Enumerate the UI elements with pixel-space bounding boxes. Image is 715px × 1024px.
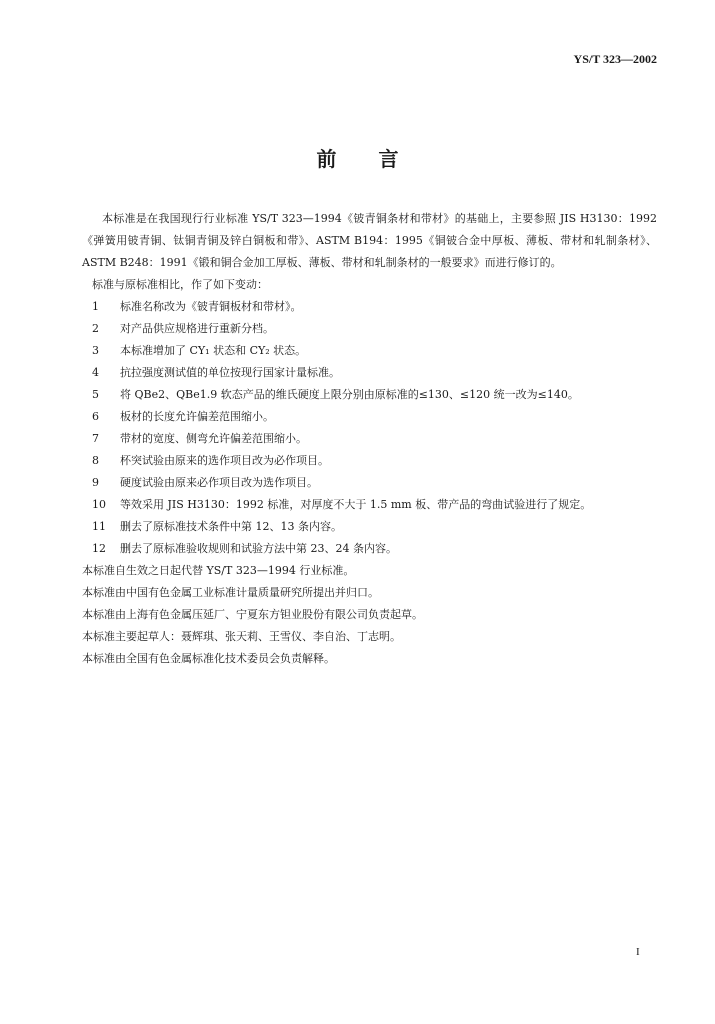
change-text: 抗拉强度测试值的单位按现行国家计量标准。 — [120, 366, 340, 379]
change-number: 10 — [92, 498, 106, 511]
change-item — [82, 516, 657, 538]
change-text: 板材的长度允许偏差范围缩小。 — [120, 410, 274, 423]
change-number: 6 — [92, 410, 99, 423]
document-body — [82, 208, 657, 670]
intro-paragraph: 本标准是在我国现行行业标准 YS/T 323—1994《铍青铜条材和带材》的基础上，主要参照 JIS H3130：1992《弹簧用铍青铜、钛铜青铜及锌白铜板和带》、ASTM B194：1995《铜铍合金中厚板、薄板、带材和轧制条材》、ASTM B248：1991《锻和铜合金加工厚板、薄板、带材和轧制条材的一般要求》而进行修订的。 — [82, 212, 657, 269]
change-text: 等效采用 JIS H3130：1992 标准，对厚度不大于 1.5 mm 板、带产品的弯曲试验进行了规定。 — [120, 498, 592, 511]
closing-line: 本标准由中国有色金属工业标准计量质量研究所提出并归口。 — [82, 586, 379, 599]
change-number: 1 — [92, 300, 99, 313]
change-number: 9 — [92, 476, 99, 489]
change-number: 3 — [92, 344, 99, 357]
change-text: 杯突试验由原来的选作项目改为必作项目。 — [120, 454, 329, 467]
change-number: 2 — [92, 322, 99, 335]
change-number: 8 — [92, 454, 99, 467]
changes-intro: 标准与原标准相比，作了如下变动： — [92, 278, 268, 291]
change-text: 删去了原标准验收规则和试验方法中第 23、24 条内容。 — [120, 542, 397, 555]
change-text: 带材的宽度、侧弯允许偏差范围缩小。 — [120, 432, 307, 445]
change-item — [82, 450, 657, 472]
change-item — [82, 428, 657, 450]
change-text: 标准名称改为《铍青铜板材和带材》。 — [120, 300, 302, 313]
closing-line: 本标准由上海有色金属压延厂、宁夏东方钽业股份有限公司负责起草。 — [82, 608, 423, 621]
closing-line: 本标准自生效之日起代替 YS/T 323—1994 行业标准。 — [82, 564, 355, 577]
change-text: 对产品供应规格进行重新分档。 — [120, 322, 274, 335]
change-text: 本标准增加了 CY₁ 状态和 CY₂ 状态。 — [120, 344, 307, 357]
change-text: 删去了原标准技术条件中第 12、13 条内容。 — [120, 520, 342, 533]
change-item — [82, 318, 657, 340]
change-item — [82, 362, 657, 384]
change-number: 7 — [92, 432, 99, 445]
change-item — [82, 472, 657, 494]
change-item — [82, 296, 657, 318]
change-number: 5 — [92, 388, 99, 401]
change-text: 将 QBe2、QBe1.9 软态产品的维氏硬度上限分别由原标准的≤130、≤120 统一改为≤140。 — [120, 388, 579, 401]
change-number: 11 — [92, 520, 106, 533]
closing-line: 本标准主要起草人：聂辉琪、张天莉、王雪仪、李自治、丁志明。 — [82, 630, 401, 643]
closing-line: 本标准由全国有色金属标准化技术委员会负责解释。 — [82, 652, 335, 665]
page-number: I — [636, 946, 640, 958]
change-item — [82, 538, 657, 560]
document-code: YS/T 323—2002 — [573, 52, 657, 66]
change-item — [82, 494, 657, 516]
change-item — [82, 384, 657, 406]
change-item — [82, 406, 657, 428]
change-number: 4 — [92, 366, 99, 379]
change-text: 硬度试验由原来必作项目改为选作项目。 — [120, 476, 318, 489]
change-number: 12 — [92, 542, 106, 555]
change-item — [82, 340, 657, 362]
page-title: 前言 — [316, 147, 441, 171]
